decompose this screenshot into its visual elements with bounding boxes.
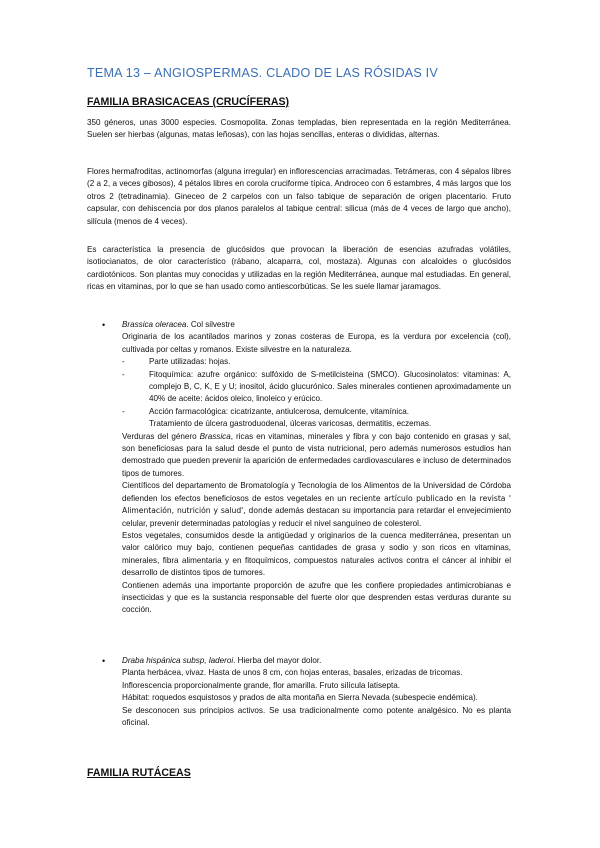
bullet-icon: • xyxy=(102,656,106,666)
brassica-estos: Estos vegetales, consumidos desde la antigüedad y originarios de la cuenca mediterránea, presentan un valor calórico muy bajo, contienen pequeñas cantidades de grasa y sodio y son ricos en vitaminas, minerales, fibra alimentaria y en fitoquímicos, compuestos naturales activos contra el cáncer al inhibir el desarrollo de distintos tipos de tumores. xyxy=(122,530,511,578)
brassica-species-name: Brassica oleracea xyxy=(122,320,187,329)
draba-habitat: Hábitat: roquedos esquistosos y prados de alta montaña en Sierra Nevada (subespecie endémica). xyxy=(122,693,478,703)
section-heading-brasicaceas: FAMILIA BRASICACEAS (CRUCÍFERAS) xyxy=(87,96,290,108)
paragraph-glucosidos: Es característica la presencia de glucósidos que provocan la liberación de esencias azufradas volátiles, isotiocianatos, de olor característico (rábano, alcaparra, col, mostaza). Algunas con alcaloides o glucósidos cardiotónicos. Son plantas muy conocidas y utilizadas en la región Mediterránea, aunque mal estudiadas. En general, ricas en vitaminas, por lo que se han usado como antiescorbúticas. Se les suele llamar jaramagos. xyxy=(87,245,511,292)
brassica-accion: - Acción farmacológica: cicatrizante, antiulcerosa, demulcente, vitamínica. Tratamiento de úlcera gastroduodenal, úlceras varicosas, dermatitis, eczemas. xyxy=(122,406,432,429)
brassica-cientificos: Científicos del departamento de Bromatología y Tecnología de los Alimentos de la Universidad de Córdoba defienden los efectos beneficiosos de estos vegetales en un reciente artículo publicado en la revista ' Alimentación, nutrición y salud', donde además destacan su importancia para retardar el envejecimiento celular, prevenir determinadas patologías y reducir el nivel sanguíneo de colesterol. xyxy=(122,481,511,528)
brassica-verduras: Verduras del género Brassica, ricas en vitaminas, minerales y fibra y con bajo contenido en grasas y sal, son beneficiosas para la salud desde el punto de vista nutricional, pero además numerosos estudios han demostrado que pueden prevenir la aparición de enfermedades cardiovasculares e incluso de determinados tipos de tumores. xyxy=(122,431,511,478)
brassica-origin: Originaria de los acantilados marinos y zonas costeras de Europa, es la verdura por excelencia (col), cultivada por celtas y romanos. Existe silvestre en la naturaleza. xyxy=(122,332,511,354)
draba-desc: Planta herbácea, vivaz. Hasta de unos 8 cm, con hojas enteras, basales, erizadas de tricomas. xyxy=(122,668,463,678)
brassica-fitoquimica: - Fitoquímica: azufre orgánico: sulfóxido de S-metilcisteina (SMCO). Glucosinolatos: vitaminas: A, complejo B, C, K, E y U; inositol, ácido glucurónico. Sales minerales contienen aproximadamente un 40% de aceite: ácidos oleico, linoleico y erúcico. xyxy=(122,369,511,404)
article-reference: reciente artículo publicado en la revista ' Alimentación, nutrición y salud', donde xyxy=(122,493,511,516)
draba-title xyxy=(122,655,511,667)
brassica-title xyxy=(122,319,511,331)
brassica-contienen: Contienen además una importante proporción de azufre que les confiere propiedades antimicrobianas e insecticidas y que es la sustancia responsable del fuerte olor que desprenden estas verduras durante su cocción. xyxy=(122,580,511,615)
draba-principios: Se desconocen sus principios activos. Se usa tradicionalmente como potente analgésico. No es planta oficinal. xyxy=(122,705,511,728)
brassica-body xyxy=(122,319,511,617)
draba-species-name: Draba hispánica subsp, laderoi xyxy=(122,656,234,665)
paragraph-flores: Flores hermafroditas, actinomorfas (alguna irregular) en inflorescencias arracimadas. Tetrámeras, con 4 sépalos libres (2 a 2, a veces gibosos), 4 pétalos libres en corola cruciforme típica. Androceo con 6 estambres, 4 más largos que los otros 2 (tetradinamia). Gineceo de 2 carpelos con un falso tabique de separación de origen placentario. Fruto capsular, con dehiscencia por dos planos paralelos al tabique central: silicua (más de 4 veces de largo que ancho), silícula (menos de 4 veces). xyxy=(87,167,511,226)
page-title: TEMA 13 – ANGIOSPERMAS. CLADO DE LAS RÓSIDAS IV xyxy=(87,66,438,80)
bullet-icon: • xyxy=(102,320,106,330)
brassica-common-name: . Col silvestre xyxy=(186,320,235,329)
brassica-parts: - Parte utilizadas: hojas. xyxy=(122,357,231,367)
draba-inflorescencia: Inflorescencia proporcionalmente grande, flor amarilla. Fruto silícula latisepta. xyxy=(122,680,401,690)
draba-common-name: . Hierba del mayor dolor. xyxy=(233,656,322,665)
paragraph-intro: 350 géneros, unas 3000 especies. Cosmopolita. Zonas templadas, bien representada en la región Mediterránea. Suelen ser hierbas (algunas, matas leñosas), con las hojas sencillas, enteras o divididas, alternas. xyxy=(87,118,511,140)
section-heading-rutaceas: FAMILIA RUTÁCEAS xyxy=(87,767,191,779)
draba-body xyxy=(122,655,511,729)
